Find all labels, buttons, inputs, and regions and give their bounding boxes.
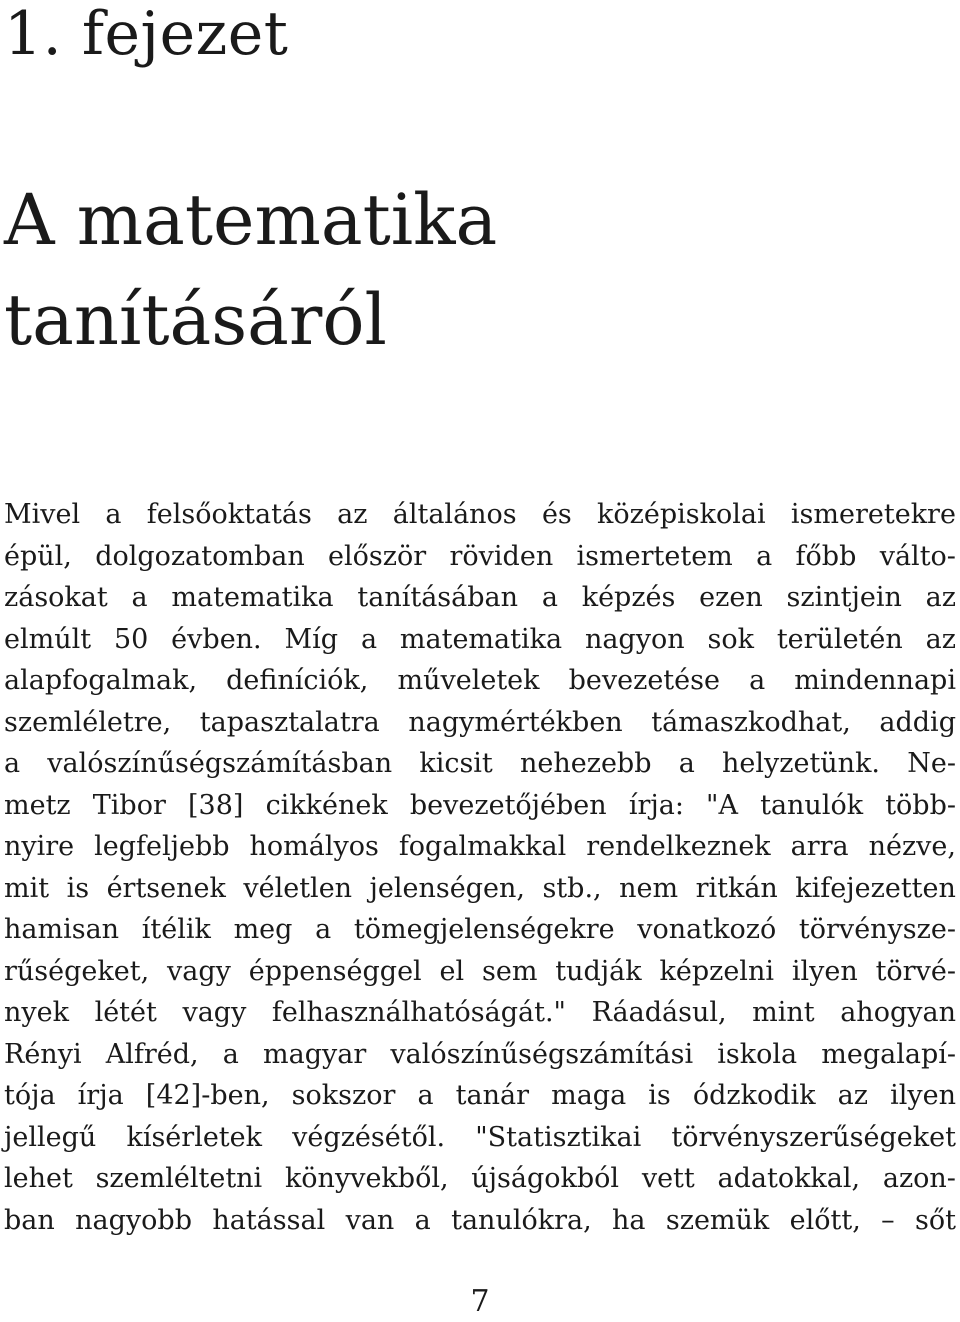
text-line: elmúlt 50 évben. Míg a matematika nagyon sok területén az (4, 623, 956, 655)
text-line: lehet szemléltetni könyvekből, újságokból vett adatokkal, azon- (4, 1163, 956, 1194)
text-line: jellegű kísérletek végzésétől. "Statisztikai törvényszerűségeket (4, 1121, 956, 1153)
text-line: nyire legfeljebb homályos fogalmakkal rendelkeznek arra nézve, (4, 831, 956, 862)
chapter-title-line: tanításáról (4, 279, 387, 361)
chapter-title-line: A matematika (4, 179, 498, 261)
text-line: nyek létét vagy felhasználhatóságát." Ráadásul, mint ahogyan (4, 997, 956, 1028)
text-line: tója írja [42]-ben, sokszor a tanár maga is ódzkodik az ilyen (4, 1080, 956, 1111)
page-number: 7 (470, 1284, 490, 1319)
text-line: alapfogalmak, definíciók, műveletek bevezetése a mindennapi (4, 665, 956, 696)
text-line: épül, dolgozatomban először röviden ismertetem a főbb válto- (4, 540, 956, 572)
text-line: a valószínűségszámításban kicsit nehezebb a helyzetünk. Ne- (4, 748, 956, 779)
text-line: rűségeket, vagy éppenséggel el sem tudják képzelni ilyen törvé- (4, 955, 956, 987)
text-line: hamisan ítélik meg a tömegjelenségekre vonatkozó törvénysze- (4, 914, 956, 945)
body-paragraph (4, 494, 956, 1241)
text-line: zásokat a matematika tanításában a képzés ezen szintjein az (4, 582, 956, 613)
text-line: ban nagyobb hatással van a tanulókra, ha szemük előtt, – sőt (4, 1204, 956, 1236)
chapter-title (4, 170, 497, 370)
text-line: Rényi Alfréd, a magyar valószínűségszámítási iskola megalapí- (4, 1038, 956, 1070)
text-line: mit is értsenek véletlen jelenségen, stb., nem ritkán kifejezetten (4, 872, 956, 904)
text-line: Mivel a felsőoktatás az általános és középiskolai ismeretekre (4, 499, 956, 530)
chapter-label: 1. fejezet (4, 0, 289, 69)
text-line: szemléletre, tapasztalatra nagymértékben támaszkodhat, addig (4, 706, 956, 738)
text-line: metz Tibor [38] cikkének bevezetőjében írja: "A tanulók több- (4, 789, 956, 821)
